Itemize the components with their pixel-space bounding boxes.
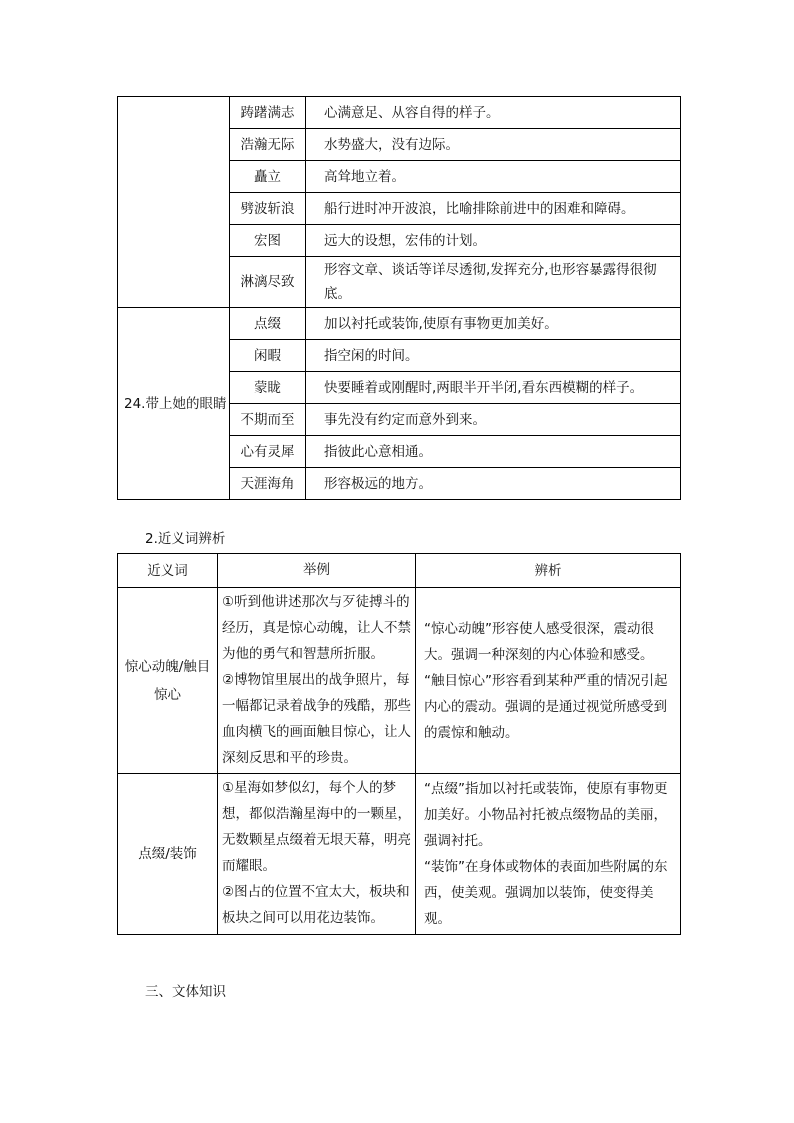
word-cell: 宏图 [230,225,306,257]
meaning-cell: 形容文章、谈话等详尽透彻,发挥充分,也形容暴露得很彻底。 [306,257,681,308]
word-cell: 蒙眬 [230,372,306,404]
meaning-cell: 指空闲的时间。 [306,340,681,372]
word-cell: 浩瀚无际 [230,129,306,161]
table-header-row [118,554,681,588]
vocabulary-table [117,96,681,500]
word-cell: 矗立 [230,161,306,193]
meaning-cell: 指彼此心意相通。 [306,436,681,468]
example-cell [218,588,416,774]
example-sentence: ①星海如梦似幻，每个人的梦想，都似浩瀚星海中的一颗星，无数颗星点缀着无垠天幕，明亮而耀眼。 [222,780,411,874]
analysis-text: “装饰”在身体或物体的表面加些附属的东西，使美观。强调加以装饰，使变得美观。 [424,859,668,927]
analysis-cell [416,774,681,935]
meaning-cell: 远大的设想，宏伟的计划。 [306,225,681,257]
meaning-cell: 加以衬托或装饰,使原有事物更加美好。 [306,308,681,340]
section-heading-synonyms: 2.近义词辨析 [145,531,226,547]
synonym-pair-cell: 惊心动魄/触目惊心 [118,588,218,774]
column-header: 近义词 [118,554,218,588]
lesson-title-cell: 24.带上她的眼睛 [118,308,230,500]
word-cell: 心有灵犀 [230,436,306,468]
section-heading-genre: 三、文体知识 [145,984,226,1000]
table-row [118,774,681,935]
column-header: 辨析 [416,554,681,588]
meaning-cell: 水势盛大，没有边际。 [306,129,681,161]
example-sentence: ②图占的位置不宜太大，板块和板块之间可以用花边装饰。 [222,884,410,926]
meaning-cell: 船行进时冲开波浪，比喻排除前进中的困难和障碍。 [306,193,681,225]
synonym-pair-cell: 点缀/装饰 [118,774,218,935]
table-row [118,97,681,129]
lesson-cell-continued [118,97,230,308]
meaning-cell: 事先没有约定而意外到来。 [306,404,681,436]
table-row [118,308,681,340]
meaning-cell: 形容极远的地方。 [306,468,681,500]
example-sentence: ①听到他讲述那次与歹徒搏斗的经历，真是惊心动魄，让人不禁为他的勇气和智慧所折服。 [222,594,411,662]
analysis-text: “触目惊心”形容看到某种严重的情况引起内心的震动。强调的是通过视觉所感受到的震惊和触动。 [424,672,668,741]
analysis-cell [416,588,681,774]
example-sentence: ②博物馆里展出的战争照片，每一幅都记录着战争的残酷，那些血肉横飞的画面触目惊心，让人深刻反思和平的珍贵。 [222,672,411,766]
example-cell [218,774,416,935]
analysis-text: “点缀”指加以衬托或装饰，使原有事物更加美好。小物品衬托被点缀物品的美丽，强调衬托。 [424,781,668,849]
analysis-text: “惊心动魄”形容使人感受很深，震动很大。强调一种深刻的内心体验和感受。 [424,620,654,663]
word-cell: 踌躇满志 [230,97,306,129]
synonym-analysis-table [117,553,681,935]
word-cell: 不期而至 [230,404,306,436]
column-header: 举例 [218,554,416,588]
meaning-cell: 心满意足、从容自得的样子。 [306,97,681,129]
meaning-cell: 快要睡着或刚醒时,两眼半开半闭,看东西模糊的样子。 [306,372,681,404]
meaning-cell: 高耸地立着。 [306,161,681,193]
word-cell: 点缀 [230,308,306,340]
word-cell: 天涯海角 [230,468,306,500]
word-cell: 淋漓尽致 [230,257,306,308]
word-cell: 闲暇 [230,340,306,372]
word-cell: 劈波斩浪 [230,193,306,225]
table-row [118,588,681,774]
